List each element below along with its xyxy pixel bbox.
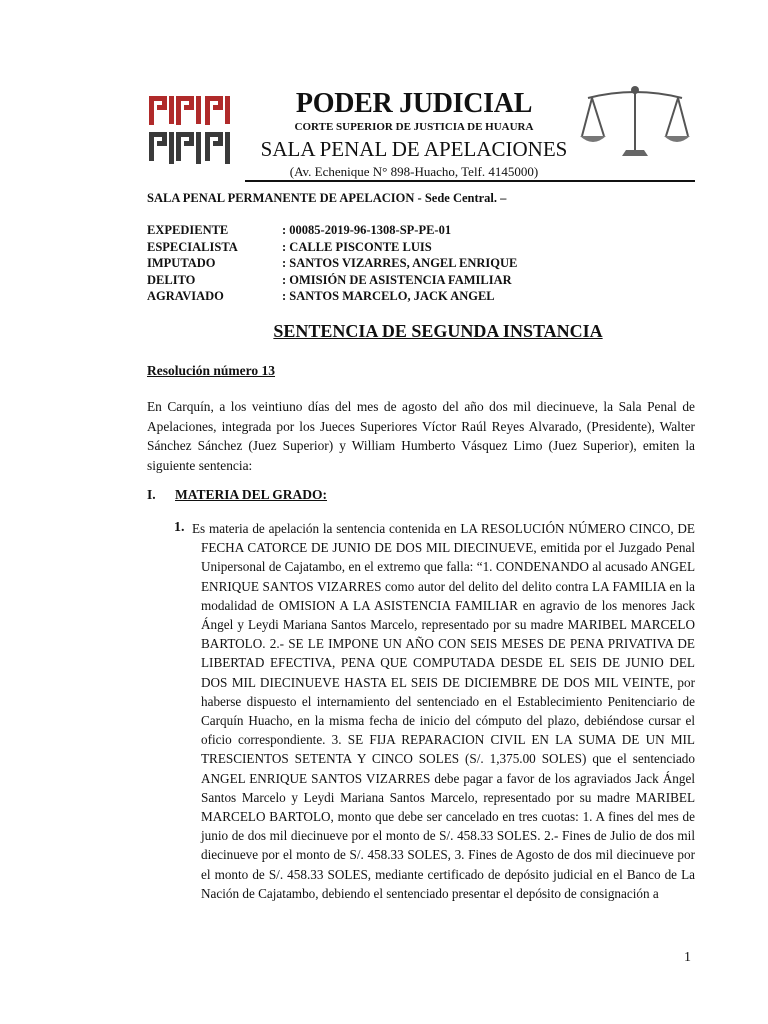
institution-name: PODER JUDICIAL	[295, 88, 533, 119]
field-value: : CALLE PISCONTE LUIS	[282, 239, 432, 254]
document-title: SENTENCIA DE SEGUNDA INSTANCIA	[273, 321, 603, 341]
field-value: : SANTOS VIZARRES, ANGEL ENRIQUE	[282, 256, 518, 270]
field-value: : SANTOS MARCELO, JACK ANGEL	[282, 289, 495, 303]
section-title: MATERIA DEL GRADO:	[175, 487, 328, 502]
resolution-number: Resolución número 13	[147, 363, 276, 378]
item-number: 1.	[174, 520, 185, 535]
sala-line: SALA PENAL PERMANENTE DE APELACION - Sede Central. –	[147, 191, 507, 205]
field-row-agraviado	[147, 288, 517, 305]
header-divider	[245, 180, 695, 182]
field-row-expediente	[147, 222, 517, 239]
page-number: 1	[684, 950, 691, 965]
field-row-imputado	[147, 255, 517, 272]
field-row-delito	[147, 272, 517, 289]
field-row-especialista	[147, 239, 517, 256]
section-heading	[147, 487, 327, 503]
field-label: AGRAVIADO	[147, 289, 224, 303]
field-label: IMPUTADO	[147, 256, 216, 270]
case-fields	[147, 222, 517, 305]
field-label: EXPEDIENTE	[147, 223, 229, 237]
intro-paragraph: En Carquín, a los veintiuno días del mes de agosto del año dos mil diecinueve, la Sala Penal de Apelaciones, integrada por los Jueces Superiores Víctor Raúl Reyes Alvarado, (Presidente), Walter Sánchez Sánchez (Juez Superior) y William Humberto Vásquez Limo (Juez Superior), emiten la siguiente sentencia:	[147, 399, 695, 473]
court-address: (Av. Echenique N° 898-Huacho, Telf. 4145000)	[289, 164, 539, 179]
field-value: : 00085-2019-96-1308-SP-PE-01	[282, 223, 452, 237]
section-number: I.	[147, 487, 156, 502]
field-value: : OMISIÓN DE ASISTENCIA FAMILIAR	[282, 272, 512, 287]
field-label: ESPECIALISTA	[147, 239, 238, 254]
item-paragraph: Es materia de apelación la sentencia contenida en LA RESOLUCIÓN NÚMERO CINCO, DE FECHA CATORCE DE JUNIO DE DOS MIL DIECINUEVE, emitida por el Juzgado Penal Unipersonal de Cajatambo, en el extremo que falla: “1. CONDENANDO al acusado ANGEL ENRIQUE SANTOS VIZARRES como autor del delito del delito contra LA FAMILIA en la modalidad de OMISION A LA ASISTENCIA FAMILIAR en agravio de los menores Jack Ángel y Leydi Mariana Santos Marcelo, representado por su madre MARIBEL MARCELO BARTOLO. 2.- SE LE IMPONE UN AÑO CON SEIS MESES DE PENA PRIVATIVA DE LIBERTAD EFECTIVA, PENA QUE COMPUTADA DESDE EL SEIS DE JUNIO DEL DOS MIL DIECINUEVE HASTA EL SEIS DE DICIEMBRE DE DOS MIL VEINTE, por haberse dispuesto el internamiento del sentenciado en el Establecimiento Penitenciario de Carquín Huacho, en la misma fecha de inicio del cómputo del plazo, debiéndose cursar el oficio correspondiente. 3. SE FIJA REPARACION CIVIL EN LA SUMA DE UN MIL TRESCIENTOS SETENTA Y CINCO SOLES (S/. 1,375.00 SOLES) que el sentenciado ANGEL ENRIQUE SANTOS VIZARRES debe pagar a favor de los agraviados Jack Ángel Santos Marcelo y Leydi Mariana Santos Marcelo, representado por su madre MARIBEL MARCELO BARTOLO, monto que debe ser cancelado en tres cuotas: 1. A fines del mes de junio de dos mil diecinueve por el monto de S/. 458.33 SOLES. 2.- Fines de Julio de dos mil diecinueve por el monto de S/. 458.33 SOLES, 3. Fines de Agosto de dos mil diecinueve por el monto de S/. 458.33 SOLES, mediante certificado de depósito judicial en el Banco de La Nación de Cajatambo, debiendo el sentenciado presentar el depósito de consignación a	[192, 521, 695, 901]
chamber-name: SALA PENAL DE APELACIONES	[260, 137, 568, 161]
court-name: CORTE SUPERIOR DE JUSTICIA DE HUAURA	[294, 121, 534, 133]
field-label: DELITO	[147, 272, 196, 287]
